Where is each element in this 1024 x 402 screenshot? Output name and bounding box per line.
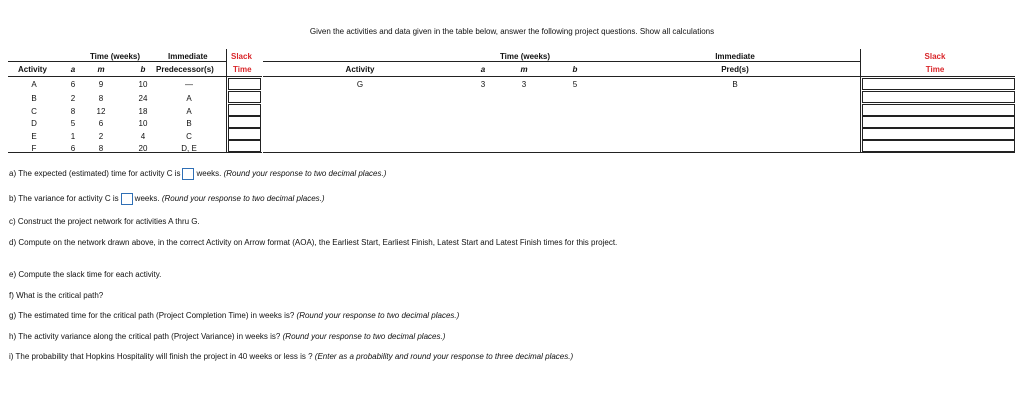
right-row-m: 3	[521, 80, 527, 89]
left-row-m: 8	[98, 144, 104, 153]
slack-input-f[interactable]	[228, 140, 261, 152]
question-a-note: (Round your response to two decimal places.)	[223, 169, 387, 178]
left-col-b: b	[140, 65, 146, 74]
question-f: f) What is the critical path?	[9, 291, 104, 300]
left-row-a: 2	[70, 94, 76, 103]
slack-input-row-4[interactable]	[862, 116, 1015, 128]
table-rule	[8, 61, 226, 62]
right-col-slack: Time	[925, 65, 945, 74]
left-row-activity: D	[31, 119, 37, 128]
question-g	[9, 311, 459, 320]
left-row-a: 6	[70, 80, 76, 89]
question-g-note: (Round your response to two decimal places.)	[296, 311, 460, 320]
question-g-text: g) The estimated time for the critical path (Project Completion Time) in weeks is?	[9, 311, 295, 320]
question-b-unit: weeks.	[134, 194, 160, 203]
left-row-b: 10	[138, 119, 148, 128]
table-rule	[8, 76, 262, 77]
left-group-time: Time (weeks)	[89, 52, 141, 61]
left-col-activity: Activity	[18, 65, 47, 74]
left-row-activity: F	[31, 144, 37, 153]
question-a-unit: weeks.	[196, 169, 222, 178]
left-row-pred: A	[186, 94, 192, 103]
table-rule	[8, 152, 262, 153]
question-h-note: (Round your response to two decimal places.)	[282, 332, 446, 341]
right-row-pred: B	[732, 80, 738, 89]
right-group-pred: Immediate	[715, 52, 755, 61]
question-b	[9, 193, 325, 205]
question-h-text: h) The activity variance along the critical path (Project Variance) in weeks is?	[9, 332, 281, 341]
left-row-b: 24	[138, 94, 148, 103]
answer-box-a[interactable]	[182, 168, 194, 180]
slack-input-row-2[interactable]	[862, 91, 1015, 103]
left-row-b: 10	[138, 80, 148, 89]
slack-input-b[interactable]	[228, 91, 261, 103]
right-row-b: 5	[572, 80, 578, 89]
left-row-pred: B	[186, 119, 192, 128]
page-title: Given the activities and data given in the table below, answer the following project questions. Show all calculations	[309, 27, 715, 36]
left-row-activity: B	[31, 94, 37, 103]
question-d: d) Compute on the network drawn above, in the correct Activity on Arrow format (AOA), the Earliest Start, Earliest Finish, Latest Start and Latest Finish times for this project.	[9, 238, 618, 247]
slack-input-c[interactable]	[228, 104, 261, 116]
left-row-b: 20	[138, 144, 148, 153]
slack-input-a[interactable]	[228, 78, 261, 90]
slack-input-row-3[interactable]	[862, 104, 1015, 116]
left-row-a: 6	[70, 144, 76, 153]
left-row-activity: A	[31, 80, 37, 89]
left-row-b: 4	[140, 132, 146, 141]
question-h	[9, 332, 445, 341]
question-b-note: (Round your response to two decimal places.)	[161, 194, 325, 203]
table-rule	[860, 49, 861, 152]
left-row-m: 2	[98, 132, 104, 141]
table-rule	[263, 61, 860, 62]
left-col-a: a	[70, 65, 76, 74]
right-col-m: m	[520, 65, 528, 74]
left-col-m: m	[97, 65, 105, 74]
left-row-a: 5	[70, 119, 76, 128]
left-row-activity: E	[31, 132, 37, 141]
question-i-text: i) The probability that Hopkins Hospitality will finish the project in 40 weeks or less is ?	[9, 352, 313, 361]
right-group-time: Time (weeks)	[499, 52, 551, 61]
right-col-activity: Activity	[345, 65, 375, 74]
left-col-slack: Time	[233, 65, 252, 74]
left-row-a: 1	[70, 132, 76, 141]
question-a	[9, 168, 386, 180]
question-b-text: b) The variance for activity C is	[9, 194, 119, 203]
left-row-b: 18	[138, 107, 148, 116]
left-row-pred: A	[186, 107, 192, 116]
left-col-pred: Predecessor(s)	[156, 65, 214, 74]
question-i	[9, 352, 573, 361]
left-row-m: 12	[96, 107, 106, 116]
question-a-text: a) The expected (estimated) time for activity C is	[9, 169, 181, 178]
left-row-pred: D, E	[181, 144, 197, 153]
left-row-m: 8	[98, 94, 104, 103]
table-rule	[263, 152, 1015, 153]
slack-input-g[interactable]	[862, 78, 1015, 90]
table-rule	[263, 76, 1015, 77]
left-group-pred: Immediate	[168, 52, 208, 61]
slack-input-d[interactable]	[228, 116, 261, 128]
left-group-slack: Slack	[231, 52, 252, 61]
left-row-a: 8	[70, 107, 76, 116]
answer-box-b[interactable]	[121, 193, 133, 205]
right-group-slack: Slack	[924, 52, 946, 61]
left-row-m: 9	[98, 80, 104, 89]
question-c: c) Construct the project network for activities A thru G.	[9, 217, 200, 226]
slack-input-e[interactable]	[228, 128, 261, 140]
right-row-activity: G	[356, 80, 364, 89]
right-col-b: b	[572, 65, 578, 74]
left-row-activity: C	[31, 107, 37, 116]
question-e: e) Compute the slack time for each activity.	[9, 270, 162, 279]
question-i-note: (Enter as a probability and round your response to three decimal places.)	[314, 352, 574, 361]
slack-input-row-6[interactable]	[862, 140, 1015, 152]
left-row-pred: —	[185, 80, 193, 89]
left-row-m: 6	[98, 119, 104, 128]
right-col-a: a	[480, 65, 486, 74]
right-col-pred: Pred(s)	[721, 65, 749, 74]
table-rule	[226, 49, 227, 152]
right-row-a: 3	[480, 80, 486, 89]
slack-input-row-5[interactable]	[862, 128, 1015, 140]
left-row-pred: C	[186, 132, 192, 141]
